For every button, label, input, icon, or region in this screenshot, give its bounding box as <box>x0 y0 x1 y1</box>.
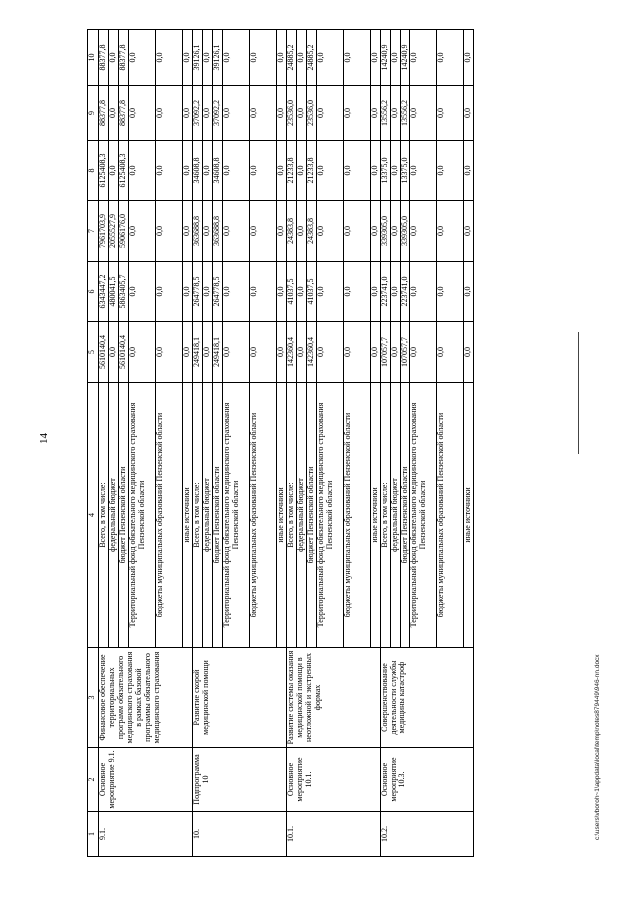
value-cell: 0,0 <box>202 201 212 262</box>
value-cell: 23536,0 <box>306 86 316 141</box>
value-cell: 0,0 <box>155 201 182 262</box>
funding-source-cell: бюджет Пензенской области <box>118 383 128 648</box>
value-cell: 5610140,4 <box>118 322 128 383</box>
value-cell: 0,0 <box>222 322 249 383</box>
value-cell: 6343447,2 <box>99 262 109 322</box>
value-cell: 0,0 <box>276 30 286 86</box>
value-cell: 0,0 <box>390 322 400 383</box>
funding-source-cell: Территориальный фонд обязательного медицинского страхования Пензенской области <box>222 383 249 648</box>
section-kind-cell: Основное мероприятие 10.1. <box>286 748 380 812</box>
value-cell: 0,0 <box>464 201 474 262</box>
value-cell: 107057,7 <box>400 322 410 383</box>
section-number-cell: 10.2. <box>380 812 474 857</box>
value-cell: 0,0 <box>410 86 437 141</box>
value-cell: 0,0 <box>128 322 155 383</box>
value-cell: 0,0 <box>155 86 182 141</box>
table-row <box>192 30 202 857</box>
funding-source-cell: бюджеты муниципальных образований Пензенской области <box>249 383 276 648</box>
header-cell: 8 <box>88 141 99 201</box>
value-cell: 0,0 <box>410 322 437 383</box>
value-cell: 0,0 <box>296 30 306 86</box>
value-cell: 0,0 <box>202 322 212 383</box>
section-name-cell: Финансовое обеспечение территориальных программ обязательного медицинского страхования в рамках базовой программы обязательного медицинского страхования <box>99 648 193 748</box>
value-cell: 24383,8 <box>306 201 316 262</box>
value-cell: 0,0 <box>128 201 155 262</box>
funding-source-cell: бюджеты муниципальных образований Пензенской области <box>155 383 182 648</box>
section-number-cell: 9.1. <box>99 812 193 857</box>
value-cell: 0,0 <box>155 322 182 383</box>
funding-source-cell: федеральный бюджет <box>202 383 212 648</box>
value-cell: 0,0 <box>276 322 286 383</box>
value-cell: 0,0 <box>343 141 370 201</box>
value-cell: 0,0 <box>222 201 249 262</box>
value-cell: 13375,0 <box>380 141 390 201</box>
value-cell: 142360,4 <box>286 322 296 383</box>
value-cell: 339305,0 <box>380 201 390 262</box>
value-cell: 24885,2 <box>306 30 316 86</box>
funding-source-cell: федеральный бюджет <box>109 383 119 648</box>
header-cell: 10 <box>88 30 99 86</box>
value-cell: 13375,0 <box>400 141 410 201</box>
value-cell: 0,0 <box>410 262 437 322</box>
value-cell: 0,0 <box>182 201 192 262</box>
page-number: 14 <box>38 433 50 444</box>
value-cell: 264778,5 <box>212 262 222 322</box>
table-row <box>380 30 390 857</box>
header-cell: 1 <box>88 812 99 857</box>
value-cell: 0,0 <box>128 86 155 141</box>
header-cell: 7 <box>88 201 99 262</box>
value-cell: 223741,0 <box>380 262 390 322</box>
value-cell: 249418,1 <box>212 322 222 383</box>
funding-source-cell: Территориальный фонд обязательного медицинского страхования Пензенской области <box>128 383 155 648</box>
value-cell: 0,0 <box>343 262 370 322</box>
value-cell: 0,0 <box>370 322 380 383</box>
header-cell: 4 <box>88 383 99 648</box>
value-cell: 5863405,7 <box>118 262 128 322</box>
header-cell: 2 <box>88 748 99 812</box>
section-number-cell: 10.1. <box>286 812 380 857</box>
header-cell: 5 <box>88 322 99 383</box>
value-cell: 0,0 <box>464 141 474 201</box>
funding-source-cell: бюджет Пензенской области <box>212 383 222 648</box>
value-cell: 6125408,3 <box>118 141 128 201</box>
value-cell: 0,0 <box>109 141 119 201</box>
section-number-cell: 10. <box>192 812 286 857</box>
value-cell: 0,0 <box>276 141 286 201</box>
value-cell: 0,0 <box>202 30 212 86</box>
rotated-table-page <box>87 30 522 857</box>
value-cell: 0,0 <box>316 322 343 383</box>
funding-source-cell: бюджеты муниципальных образований Пензенской области <box>437 383 464 648</box>
table-row <box>99 30 109 857</box>
value-cell: 88377,8 <box>99 86 109 141</box>
value-cell: 363688,8 <box>192 201 202 262</box>
section-kind-cell: Подпрограмма 10 <box>192 748 286 812</box>
value-cell: 0,0 <box>464 86 474 141</box>
value-cell: 14240,9 <box>400 30 410 86</box>
value-cell: 0,0 <box>296 86 306 141</box>
value-cell: 5906176,0 <box>118 201 128 262</box>
value-cell: 339305,0 <box>400 201 410 262</box>
budget-table <box>87 29 474 857</box>
section-name-cell: Совершенствование деятельности службы медицины катастроф <box>380 648 474 748</box>
funding-source-cell: бюджет Пензенской области <box>306 383 316 648</box>
value-cell: 0,0 <box>182 141 192 201</box>
value-cell: 21233,8 <box>306 141 316 201</box>
value-cell: 0,0 <box>343 30 370 86</box>
value-cell: 7961703,9 <box>99 201 109 262</box>
value-cell: 0,0 <box>410 201 437 262</box>
value-cell: 34608,8 <box>192 141 202 201</box>
value-cell: 34608,8 <box>212 141 222 201</box>
value-cell: 0,0 <box>182 322 192 383</box>
value-cell: 0,0 <box>296 322 306 383</box>
value-cell: 0,0 <box>316 30 343 86</box>
value-cell: 0,0 <box>249 201 276 262</box>
value-cell: 0,0 <box>296 262 306 322</box>
value-cell: 0,0 <box>437 141 464 201</box>
value-cell: 0,0 <box>128 141 155 201</box>
value-cell: 0,0 <box>202 141 212 201</box>
value-cell: 37092,2 <box>212 86 222 141</box>
footer-path: c:\users\vboroh~1\appdata\local\temp\notes879449\946-nn.docx <box>594 654 601 840</box>
value-cell: 0,0 <box>370 30 380 86</box>
header-row <box>88 30 99 857</box>
value-cell: 0,0 <box>437 201 464 262</box>
value-cell: 41037,5 <box>286 262 296 322</box>
value-cell: 0,0 <box>155 262 182 322</box>
separator-line <box>578 332 579 454</box>
value-cell: 0,0 <box>437 86 464 141</box>
funding-source-cell: федеральный бюджет <box>390 383 400 648</box>
value-cell: 0,0 <box>390 30 400 86</box>
section-kind-cell: Основное мероприятие 9.1. <box>99 748 193 812</box>
funding-source-cell: бюджеты муниципальных образований Пензенской области <box>343 383 370 648</box>
funding-source-cell: Всего, в том числе: <box>286 383 296 648</box>
value-cell: 0,0 <box>249 322 276 383</box>
value-cell: 0,0 <box>390 86 400 141</box>
value-cell: 0,0 <box>249 30 276 86</box>
value-cell: 0,0 <box>128 30 155 86</box>
value-cell: 14240,9 <box>380 30 390 86</box>
value-cell: 24383,8 <box>286 201 296 262</box>
value-cell: 107057,7 <box>380 322 390 383</box>
value-cell: 0,0 <box>437 262 464 322</box>
value-cell: 249418,1 <box>192 322 202 383</box>
value-cell: 0,0 <box>370 201 380 262</box>
value-cell: 0,0 <box>316 262 343 322</box>
funding-source-cell: федеральный бюджет <box>296 383 306 648</box>
value-cell: 0,0 <box>316 141 343 201</box>
value-cell: 5610140,4 <box>99 322 109 383</box>
funding-source-cell: бюджет Пензенской области <box>400 383 410 648</box>
value-cell: 0,0 <box>182 30 192 86</box>
value-cell: 0,0 <box>437 322 464 383</box>
value-cell: 0,0 <box>276 86 286 141</box>
value-cell: 39126,1 <box>192 30 202 86</box>
value-cell: 0,0 <box>464 262 474 322</box>
value-cell: 0,0 <box>182 86 192 141</box>
value-cell: 21233,8 <box>286 141 296 201</box>
section-name-cell: Развитие системы оказания медицинской помощи в неотложной и экстренных формах <box>286 648 380 748</box>
value-cell: 0,0 <box>370 141 380 201</box>
value-cell: 0,0 <box>182 262 192 322</box>
value-cell: 0,0 <box>316 86 343 141</box>
value-cell: 0,0 <box>343 322 370 383</box>
header-cell: 3 <box>88 648 99 748</box>
section-name-cell: Развитие скорой медицинской помощи <box>192 648 286 748</box>
funding-source-cell: Всего, в том числе: <box>99 383 109 648</box>
value-cell: 13556,2 <box>400 86 410 141</box>
value-cell: 0,0 <box>202 86 212 141</box>
value-cell: 0,0 <box>109 86 119 141</box>
value-cell: 0,0 <box>249 141 276 201</box>
value-cell: 264778,5 <box>192 262 202 322</box>
value-cell: 0,0 <box>276 262 286 322</box>
funding-source-cell: Всего, в том числе: <box>380 383 390 648</box>
value-cell: 0,0 <box>249 262 276 322</box>
value-cell: 24885,2 <box>286 30 296 86</box>
value-cell: 142360,4 <box>306 322 316 383</box>
section-kind-cell: Основное мероприятие 10.3. <box>380 748 474 812</box>
value-cell: 0,0 <box>276 201 286 262</box>
value-cell: 0,0 <box>343 86 370 141</box>
value-cell: 0,0 <box>370 86 380 141</box>
value-cell: 0,0 <box>155 30 182 86</box>
funding-source-cell: иные источники <box>464 383 474 648</box>
funding-source-cell: иные источники <box>182 383 192 648</box>
funding-source-cell: иные источники <box>370 383 380 648</box>
value-cell: 37092,2 <box>192 86 202 141</box>
value-cell: 0,0 <box>343 201 370 262</box>
value-cell: 23536,0 <box>286 86 296 141</box>
value-cell: 0,0 <box>296 201 306 262</box>
value-cell: 88377,8 <box>118 30 128 86</box>
value-cell: 0,0 <box>390 201 400 262</box>
table-row <box>286 30 296 857</box>
value-cell: 13556,2 <box>380 86 390 141</box>
value-cell: 39126,1 <box>212 30 222 86</box>
value-cell: 0,0 <box>222 141 249 201</box>
value-cell: 88377,8 <box>118 86 128 141</box>
value-cell: 223741,0 <box>400 262 410 322</box>
value-cell: 0,0 <box>410 141 437 201</box>
value-cell: 0,0 <box>370 262 380 322</box>
value-cell: 0,0 <box>464 30 474 86</box>
value-cell: 0,0 <box>128 262 155 322</box>
funding-source-cell: иные источники <box>276 383 286 648</box>
value-cell: 0,0 <box>202 262 212 322</box>
value-cell: 480041,5 <box>109 262 119 322</box>
value-cell: 0,0 <box>390 262 400 322</box>
funding-source-cell: Всего, в том числе: <box>192 383 202 648</box>
value-cell: 0,0 <box>464 322 474 383</box>
value-cell: 0,0 <box>437 30 464 86</box>
value-cell: 0,0 <box>222 30 249 86</box>
value-cell: 0,0 <box>249 86 276 141</box>
value-cell: 0,0 <box>410 30 437 86</box>
value-cell: 0,0 <box>296 141 306 201</box>
value-cell: 0,0 <box>316 201 343 262</box>
value-cell: 0,0 <box>390 141 400 201</box>
value-cell: 0,0 <box>155 141 182 201</box>
value-cell: 0,0 <box>222 86 249 141</box>
value-cell: 363688,8 <box>212 201 222 262</box>
value-cell: 41037,5 <box>306 262 316 322</box>
value-cell: 0,0 <box>109 322 119 383</box>
header-cell: 9 <box>88 86 99 141</box>
funding-source-cell: Территориальный фонд обязательного медицинского страхования Пензенской области <box>316 383 343 648</box>
value-cell: 6125408,3 <box>99 141 109 201</box>
header-cell: 6 <box>88 262 99 322</box>
funding-source-cell: Территориальный фонд обязательного медицинского страхования Пензенской области <box>410 383 437 648</box>
value-cell: 88377,8 <box>99 30 109 86</box>
value-cell: 0,0 <box>109 30 119 86</box>
value-cell: 2055527,9 <box>109 201 119 262</box>
value-cell: 0,0 <box>222 262 249 322</box>
